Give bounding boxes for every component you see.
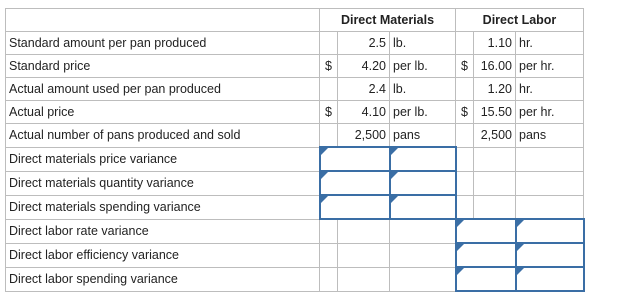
dm-spending-variance-type-input[interactable]	[394, 197, 456, 217]
empty-cell	[456, 195, 474, 219]
dl-efficiency-variance-type-input[interactable]	[520, 245, 584, 265]
empty-cell	[456, 171, 474, 195]
row-label: Actual number of pans produced and sold	[6, 124, 320, 148]
dl-rate-variance-type-cell[interactable]	[516, 219, 584, 243]
dl-rate-variance-amount-cell[interactable]	[456, 219, 516, 243]
dl-value: 16.00	[474, 55, 516, 78]
dm-quantity-variance-amount-cell[interactable]	[320, 171, 390, 195]
dm-currency	[320, 32, 338, 55]
dm-spending-variance-type-cell[interactable]	[390, 195, 456, 219]
row-actual-pans	[6, 124, 584, 148]
dl-value: 2,500	[474, 124, 516, 148]
dl-efficiency-variance-amount-cell[interactable]	[456, 243, 516, 267]
row-label: Standard price	[6, 55, 320, 78]
dm-spending-variance-amount-input[interactable]	[324, 197, 390, 217]
dm-value: 4.20	[338, 55, 390, 78]
dm-quantity-variance-amount-input[interactable]	[324, 173, 390, 193]
dl-rate-variance-type-input[interactable]	[520, 221, 584, 241]
row-label: Actual amount used per pan produced	[6, 78, 320, 101]
dm-quantity-variance-type-input[interactable]	[394, 173, 456, 193]
variance-table	[5, 8, 585, 292]
dl-rate-variance-amount-input[interactable]	[460, 221, 516, 241]
dl-currency	[456, 124, 474, 148]
row-label: Standard amount per pan produced	[6, 32, 320, 55]
dl-value: 15.50	[474, 101, 516, 124]
dm-value: 4.10	[338, 101, 390, 124]
empty-cell	[338, 219, 390, 243]
empty-cell	[320, 243, 338, 267]
dm-quantity-variance-type-cell[interactable]	[390, 171, 456, 195]
empty-cell	[338, 243, 390, 267]
empty-cell	[390, 243, 456, 267]
header-direct-materials: Direct Materials	[320, 9, 456, 32]
empty-cell	[390, 219, 456, 243]
dm-value: 2.4	[338, 78, 390, 101]
dl-spending-variance-amount-input[interactable]	[460, 269, 516, 289]
row-label: Direct materials spending variance	[6, 195, 320, 219]
dm-price-variance-amount-cell[interactable]	[320, 147, 390, 171]
dl-value: 1.20	[474, 78, 516, 101]
row-actual-amount	[6, 78, 584, 101]
dl-currency	[456, 32, 474, 55]
row-standard-amount	[6, 32, 584, 55]
corner-header	[6, 9, 320, 32]
dm-price-variance-type-input[interactable]	[394, 149, 456, 169]
row-actual-price	[6, 101, 584, 124]
empty-cell	[474, 147, 516, 171]
dl-spending-variance-type-input[interactable]	[520, 269, 584, 289]
dm-unit: per lb.	[390, 55, 456, 78]
row-dm-price-variance	[6, 147, 584, 171]
dm-currency: $	[320, 55, 338, 78]
row-dm-spending-variance	[6, 195, 584, 219]
empty-cell	[320, 267, 338, 291]
row-label: Direct materials price variance	[6, 147, 320, 171]
empty-cell	[320, 219, 338, 243]
row-dm-quantity-variance	[6, 171, 584, 195]
dl-spending-variance-amount-cell[interactable]	[456, 267, 516, 291]
dl-unit: per hr.	[516, 55, 584, 78]
dm-unit: per lb.	[390, 101, 456, 124]
dl-unit: hr.	[516, 78, 584, 101]
dm-currency	[320, 78, 338, 101]
dl-spending-variance-type-cell[interactable]	[516, 267, 584, 291]
empty-cell	[516, 147, 584, 171]
dl-currency	[456, 78, 474, 101]
row-dl-rate-variance	[6, 219, 584, 243]
dl-unit: per hr.	[516, 101, 584, 124]
row-label: Direct labor rate variance	[6, 219, 320, 243]
dm-currency	[320, 124, 338, 148]
empty-cell	[516, 195, 584, 219]
empty-cell	[474, 195, 516, 219]
dl-unit: pans	[516, 124, 584, 148]
dl-efficiency-variance-amount-input[interactable]	[460, 245, 516, 265]
dl-currency: $	[456, 55, 474, 78]
dl-efficiency-variance-type-cell[interactable]	[516, 243, 584, 267]
dm-currency: $	[320, 101, 338, 124]
row-dl-efficiency-variance	[6, 243, 584, 267]
dm-unit: lb.	[390, 78, 456, 101]
row-label: Direct labor efficiency variance	[6, 243, 320, 267]
empty-cell	[338, 267, 390, 291]
dm-price-variance-amount-input[interactable]	[324, 149, 390, 169]
dl-currency: $	[456, 101, 474, 124]
header-direct-labor: Direct Labor	[456, 9, 584, 32]
empty-cell	[456, 147, 474, 171]
row-label: Direct materials quantity variance	[6, 171, 320, 195]
empty-cell	[390, 267, 456, 291]
dm-unit: pans	[390, 124, 456, 148]
empty-cell	[516, 171, 584, 195]
dm-value: 2,500	[338, 124, 390, 148]
dl-unit: hr.	[516, 32, 584, 55]
dm-unit: lb.	[390, 32, 456, 55]
row-label: Actual price	[6, 101, 320, 124]
dm-value: 2.5	[338, 32, 390, 55]
row-label: Direct labor spending variance	[6, 267, 320, 291]
dl-value: 1.10	[474, 32, 516, 55]
dm-spending-variance-amount-cell[interactable]	[320, 195, 390, 219]
row-standard-price	[6, 55, 584, 78]
header-row	[6, 9, 584, 32]
dm-price-variance-type-cell[interactable]	[390, 147, 456, 171]
row-dl-spending-variance	[6, 267, 584, 291]
empty-cell	[474, 171, 516, 195]
